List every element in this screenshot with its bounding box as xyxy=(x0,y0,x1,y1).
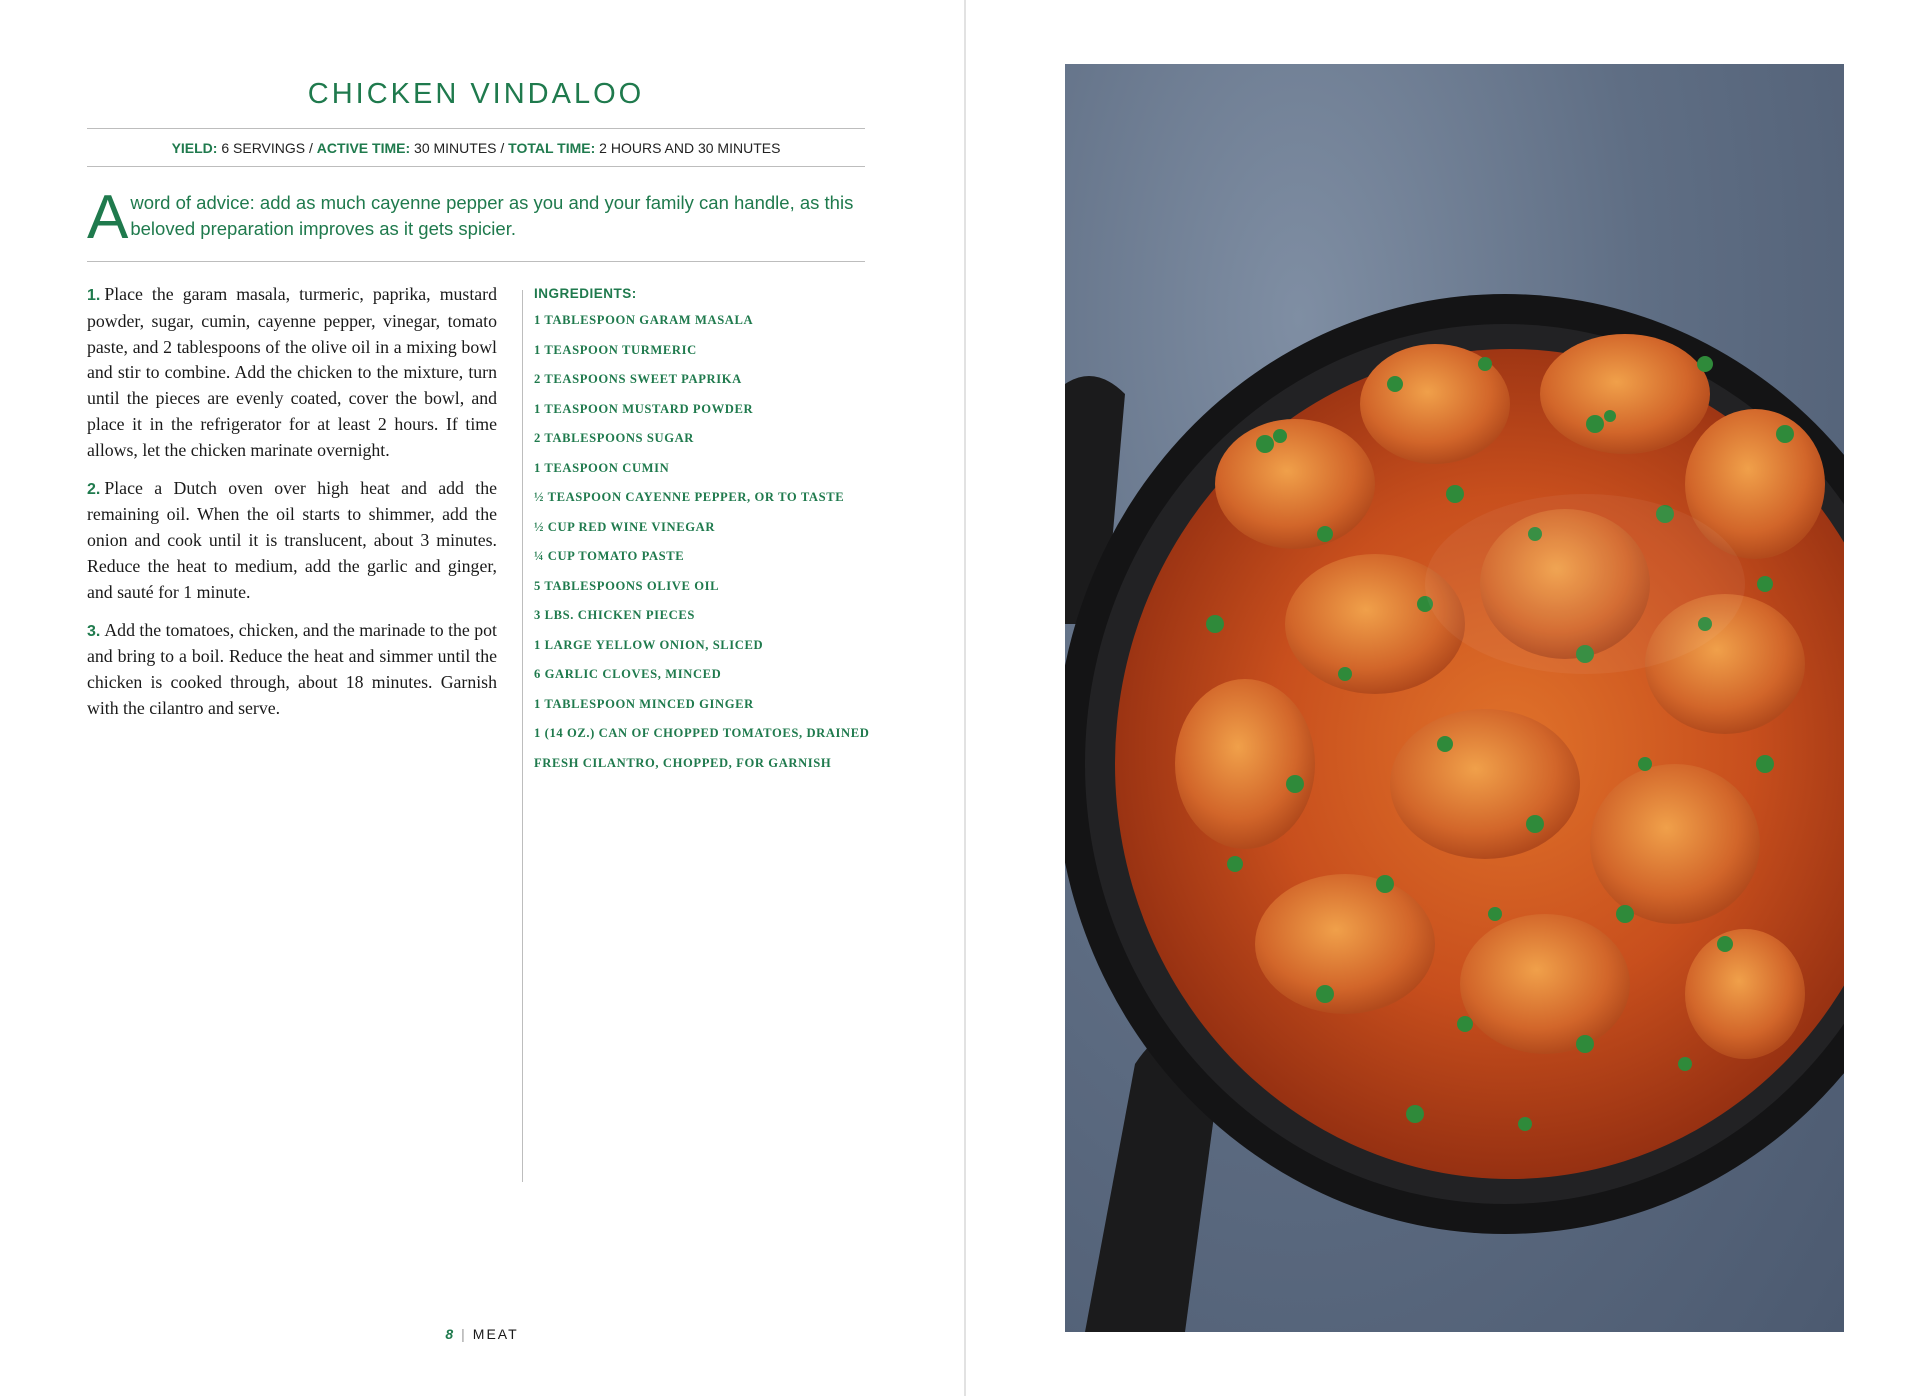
ingredient-item: 2 TABLESPOONS SUGAR xyxy=(534,431,694,445)
divider xyxy=(87,166,865,167)
recipe-title: CHICKEN VINDALOO xyxy=(307,78,645,110)
page-number: 8 xyxy=(445,1326,456,1342)
footer-separator: | xyxy=(461,1326,467,1342)
section-name: MEAT xyxy=(472,1326,519,1342)
step-number: 1. xyxy=(87,287,101,304)
ingredient-item: 1 TABLESPOON GARAM MASALA xyxy=(534,313,754,327)
step-text: Place the garam masala, turmeric, paprika, mustard powder, sugar, cumin, cayenne pepper, vinegar, tomato paste, and 2 tablespoons of the olive oil in a mixing bowl and stir to combine. Add the chicken to the mixture, turn until the pieces are evenly coated, cover the bowl, and place it in the refrigerator for at least 2 hours. If time allows, let the chicken marinate overnight. xyxy=(87,284,497,460)
step xyxy=(87,476,497,606)
ingredient-item: 1 TEASPOON MUSTARD POWDER xyxy=(534,401,754,416)
total-time-value: 2 HOURS AND 30 MINUTES xyxy=(599,140,781,156)
ingredient-item: 2 TEASPOONS SWEET PAPRIKA xyxy=(534,372,742,386)
divider xyxy=(87,128,865,129)
ingredient-item: 1 (14 OZ.) CAN OF CHOPPED TOMATOES, DRAINED xyxy=(534,726,870,740)
intro-text: word of advice: add as much cayenne pepper as you and your family can handle, as this beloved preparation improves as it gets spicier. xyxy=(130,192,854,239)
ingredient-item: 1 TEASPOON TURMERIC xyxy=(534,342,697,357)
ingredient-item: ½ TEASPOON CAYENNE PEPPER, OR TO TASTE xyxy=(534,490,845,504)
step-number: 3. xyxy=(87,622,101,640)
active-time-label: ACTIVE TIME: xyxy=(316,140,411,156)
recipe-intro xyxy=(87,183,867,252)
ingredient-item: ½ CUP RED WINE VINEGAR xyxy=(534,519,716,534)
step-text: Add the tomatoes, chicken, and the marinade to the pot and bring to a boil. Reduce the heat and simmer until the chicken is cooked through, about 18 minutes. Garnish with the cilantro and serve. xyxy=(87,619,497,718)
ingredient-item: 1 LARGE YELLOW ONION, SLICED xyxy=(534,637,764,652)
ingredient-item: 1 TABLESPOON MINCED GINGER xyxy=(534,696,754,711)
ingredient-item: FRESH CILANTRO, CHOPPED, FOR GARNISH xyxy=(534,755,832,770)
yield-value: 6 SERVINGS / xyxy=(221,140,313,156)
ingredient-item: 6 GARLIC CLOVES, MINCED xyxy=(534,667,722,681)
recipe-meta xyxy=(87,140,865,156)
ingredient-item: 1 TEASPOON CUMIN xyxy=(534,460,670,475)
ingredient-item: 5 TABLESPOONS OLIVE OIL xyxy=(534,578,720,593)
ingredient-item: ¼ CUP TOMATO PASTE xyxy=(534,549,685,563)
instructions xyxy=(87,282,497,734)
column-divider xyxy=(522,290,523,1182)
drop-cap: A xyxy=(87,183,129,252)
ingredients-heading: INGREDIENTS: xyxy=(534,286,637,301)
step xyxy=(87,282,497,464)
page-footer xyxy=(0,1326,964,1342)
step xyxy=(87,618,497,722)
recipe-page xyxy=(0,0,964,1396)
chicken-vindaloo-skillet-photo xyxy=(1065,64,1844,1332)
divider xyxy=(87,261,865,262)
page-gutter xyxy=(964,0,966,1396)
ingredients-list xyxy=(534,286,874,783)
step-text: Place a Dutch oven over high heat and add the remaining oil. When the oil starts to shimmer, add the onion and cook until it is translucent, about 3 minutes. Reduce the heat to medium, add the garlic and ginger, and sauté for 1 minute. xyxy=(87,477,497,602)
ingredient-item: 3 LBS. CHICKEN PIECES xyxy=(534,608,695,622)
recipe-photo xyxy=(1065,64,1844,1332)
active-time-value: 30 MINUTES / xyxy=(414,140,505,156)
step-number: 2. xyxy=(87,480,101,498)
total-time-label: TOTAL TIME: xyxy=(508,140,596,156)
yield-label: YIELD: xyxy=(171,140,218,156)
